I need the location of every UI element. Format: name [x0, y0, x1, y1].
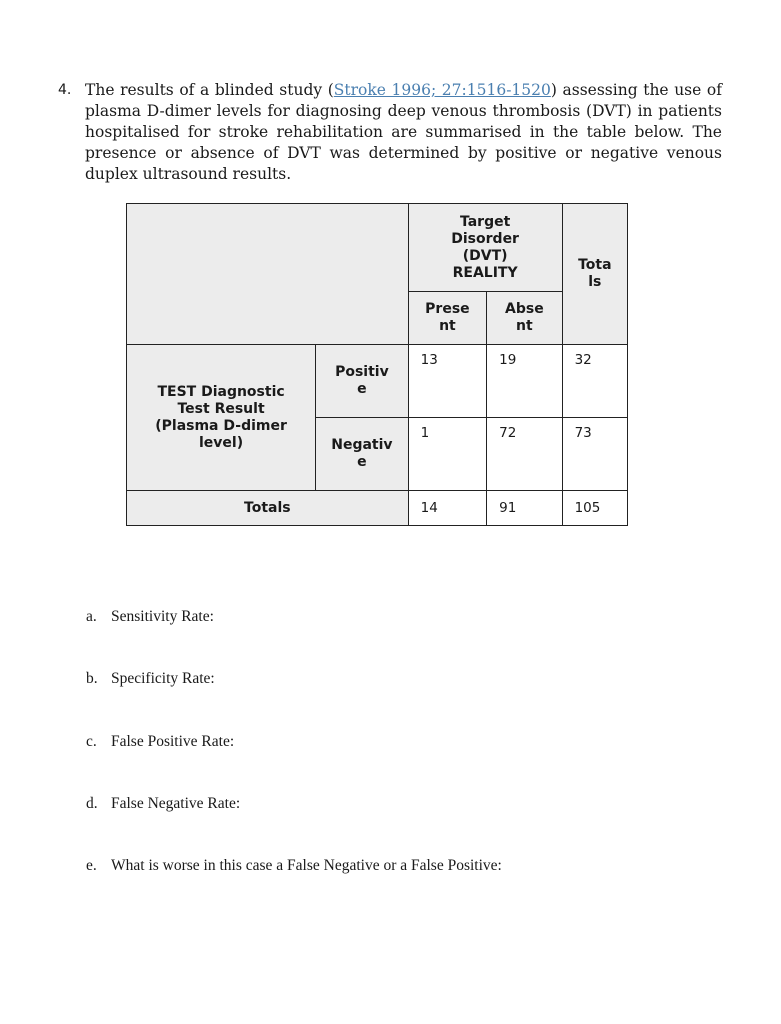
totals-absent-cell: 91 — [487, 491, 562, 526]
negative-absent-cell: 72 — [487, 418, 562, 491]
item-worse-question — [86, 857, 502, 875]
item-label: c. — [86, 733, 97, 750]
item-text: Sensitivity Rate: — [111, 608, 214, 625]
question-text-before: The results of a blinded study ( — [85, 81, 334, 99]
positive-present-cell: 13 — [408, 345, 486, 418]
item-text: False Negative Rate: — [111, 795, 241, 812]
question-text-after: ) assessing the use of plasma D-dimer levels for diagnosing deep venous thrombosis (DVT) in patients hospitalised for stroke rehabilitation are summarised in the table below. The presence or absence of DVT was determined by positive or negative venous duplex ultrasound results. — [85, 81, 722, 183]
item-label: b. — [86, 670, 98, 687]
present-header: Prese nt — [408, 292, 486, 345]
item-label: a. — [86, 608, 97, 625]
item-false-positive — [86, 733, 234, 751]
test-row-header: TEST Diagnostic Test Result (Plasma D-dimer level) — [127, 345, 316, 491]
absent-header: Abse nt — [487, 292, 562, 345]
item-label: e. — [86, 857, 97, 874]
item-specificity — [86, 670, 215, 688]
item-text: Specificity Rate: — [111, 670, 215, 687]
empty-corner-cell — [127, 204, 409, 345]
citation-link[interactable]: Stroke 1996; 27:1516-1520 — [333, 81, 551, 99]
positive-label: Positiv e — [316, 345, 409, 418]
positive-total-cell: 32 — [562, 345, 627, 418]
item-text: What is worse in this case a False Negative or a False Positive: — [111, 857, 502, 874]
question-4 — [58, 80, 722, 185]
item-sensitivity — [86, 608, 214, 626]
dvt-results-table — [126, 203, 628, 526]
question-number: 4. — [58, 82, 72, 98]
negative-present-cell: 1 — [408, 418, 486, 491]
totals-column-header: Tota ls — [562, 204, 627, 345]
target-disorder-header: Target Disorder (DVT) REALITY — [408, 204, 562, 292]
positive-absent-cell: 19 — [487, 345, 562, 418]
grand-total-cell: 105 — [562, 491, 627, 526]
totals-present-cell: 14 — [408, 491, 486, 526]
negative-label: Negativ e — [316, 418, 409, 491]
totals-row-label: Totals — [127, 491, 409, 526]
item-label: d. — [86, 795, 98, 812]
question-text — [85, 80, 722, 185]
item-text: False Positive Rate: — [111, 733, 235, 750]
negative-total-cell: 73 — [562, 418, 627, 491]
item-false-negative — [86, 795, 240, 813]
